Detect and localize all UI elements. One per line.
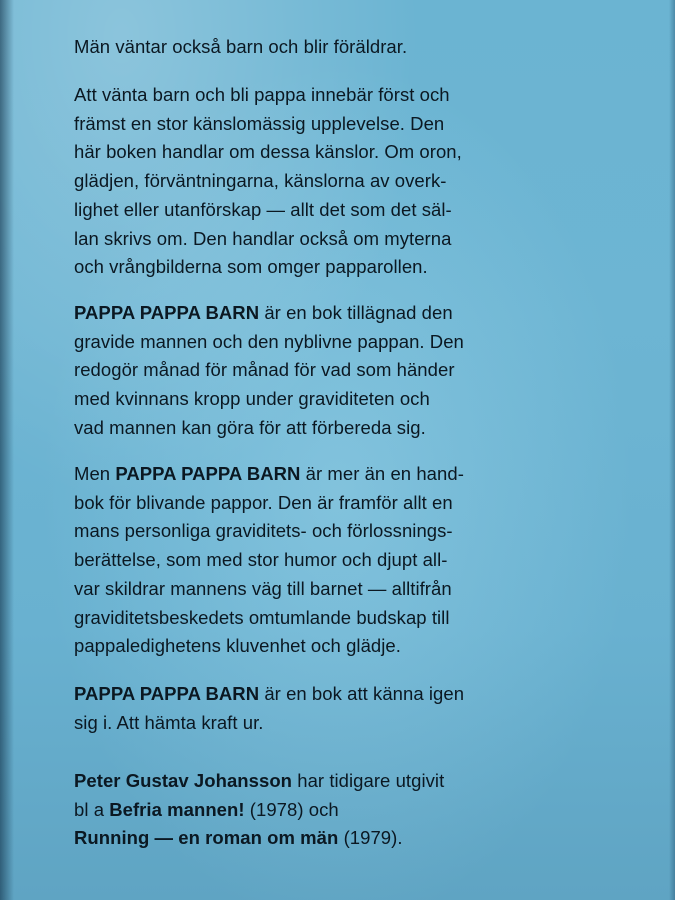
author-bio-line	[74, 824, 444, 853]
previous-book-year: (1979).	[338, 827, 403, 849]
handbook-line-rest: är mer än en hand-	[300, 463, 464, 484]
book-title: PAPPA PAPPA BARN	[115, 463, 301, 484]
description-line: här boken handlar om dessa känslor. Om oron,	[74, 141, 462, 163]
intro-paragraph	[74, 33, 407, 62]
handbook-line: bok för blivande pappor. Den är framför allt en	[74, 491, 453, 513]
handbook-paragraph	[74, 460, 464, 661]
handbook-line-pre: Men	[74, 463, 116, 484]
author-bio-line-rest: har tidigare utgivit	[292, 770, 445, 791]
handbook-line: pappaledighetens kluvenhet och glädje.	[74, 635, 401, 657]
intro-line: Män väntar också barn och blir föräldrar.	[74, 36, 408, 57]
previous-book-title: Befria mannen!	[109, 798, 245, 820]
dedication-line: med kvinnans kropp under graviditeten och	[74, 388, 430, 410]
book-title: PAPPA PAPPA BARN	[74, 683, 260, 704]
handbook-line: berättelse, som med stor humor och djupt all-	[74, 549, 448, 571]
dedication-line	[74, 299, 464, 328]
dedication-line: gravide mannen och den nyblivne pappan. Den	[74, 330, 464, 352]
description-line: lighet eller utanförskap — allt det som det säl-	[74, 198, 452, 220]
handbook-line: mans personliga graviditets- och förlossnings-	[74, 520, 453, 542]
author-bio-line	[74, 796, 444, 825]
author-bio-line	[74, 767, 444, 796]
dedication-line: redogör månad för månad för vad som händer	[74, 359, 455, 381]
previous-book-title: Running — en roman om män	[74, 827, 339, 849]
author-name: Peter Gustav Johansson	[74, 770, 293, 791]
description-line: Att vänta barn och bli pappa innebär först och	[74, 84, 450, 105]
description-line: främst en stor känslomässig upplevelse. Den	[74, 112, 445, 134]
previous-book-year: (1978) och	[244, 798, 339, 820]
description-line: glädjen, förväntningarna, känslorna av overk-	[74, 170, 447, 192]
description-line: och vrångbilderna som omger papparollen.	[74, 256, 428, 278]
recognition-line	[74, 680, 464, 709]
recognition-line-rest: är en bok att känna igen	[259, 683, 465, 704]
dedication-paragraph	[74, 299, 464, 443]
dedication-line-rest: är en bok tillägnad den	[259, 302, 453, 323]
dedication-line: vad mannen kan göra för att förbereda sig.	[74, 416, 426, 438]
author-bio-paragraph	[74, 767, 444, 853]
handbook-line: graviditetsbeskedets omtumlande budskap till	[74, 606, 450, 628]
handbook-line	[74, 460, 464, 489]
author-bio-line-pre: bl a	[74, 798, 110, 820]
recognition-line: sig i. Att hämta kraft ur.	[74, 711, 264, 733]
handbook-line: var skildrar mannens väg till barnet — alltifrån	[74, 577, 452, 599]
description-line: lan skrivs om. Den handlar också om myterna	[74, 227, 452, 249]
book-title: PAPPA PAPPA BARN	[74, 302, 260, 323]
recognition-paragraph	[74, 680, 464, 737]
description-paragraph	[74, 81, 462, 282]
